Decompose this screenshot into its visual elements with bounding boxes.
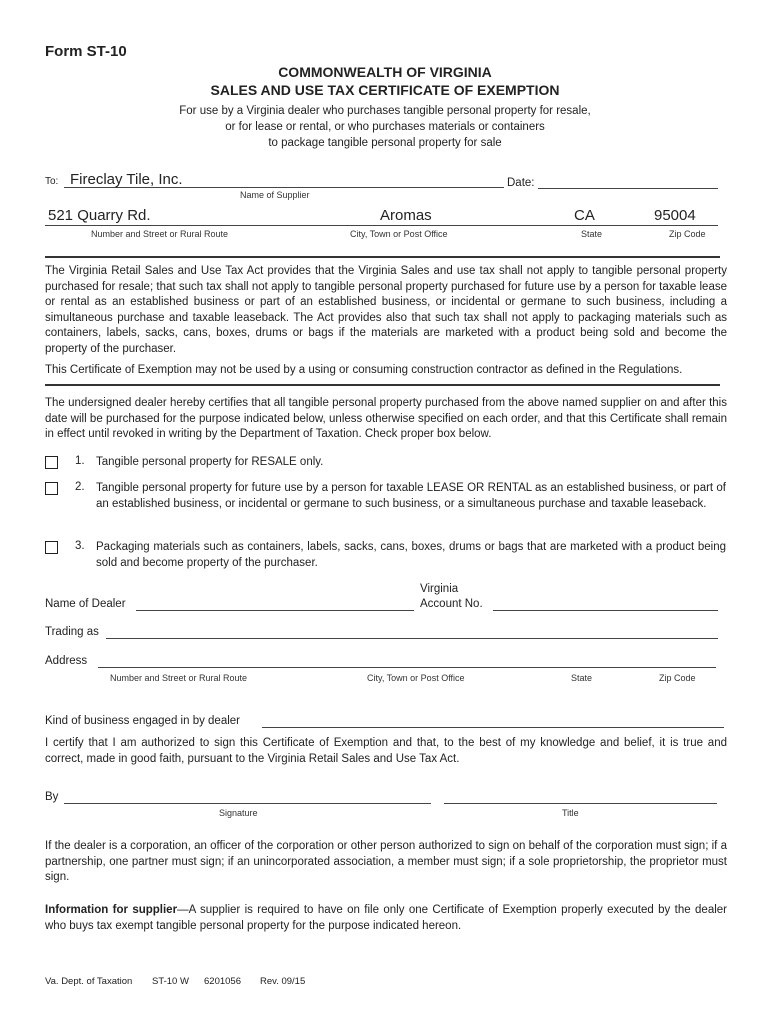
- supplier-info-heading: Information for supplier: [45, 904, 178, 916]
- supplier-zip-caption: Zip Code: [669, 229, 706, 239]
- form-title-line2: SALES AND USE TAX CERTIFICATE OF EXEMPTION: [210, 82, 560, 98]
- supplier-state-value[interactable]: CA: [574, 207, 595, 224]
- signature-caption: Signature: [219, 808, 258, 818]
- option-number: 3.: [75, 540, 85, 552]
- contractor-note: This Certificate of Exemption may not be used by a using or consuming construction contractor as defined in the Regulations.: [45, 364, 683, 376]
- to-label: To:: [45, 176, 59, 187]
- option-number: 2.: [75, 481, 85, 493]
- dealer-zip-caption: Zip Code: [659, 673, 696, 683]
- section-divider: [45, 384, 720, 386]
- packaging-checkbox[interactable]: [45, 541, 58, 554]
- dealer-state-caption: State: [571, 673, 593, 683]
- date-field[interactable]: [538, 174, 718, 189]
- trading-as-label: Trading as: [45, 626, 99, 638]
- supplier-city-value[interactable]: Aromas: [380, 207, 432, 224]
- supplier-name-value[interactable]: Fireclay Tile, Inc.: [70, 171, 183, 188]
- signer-certification: I certify that I am authorized to sign this Certificate of Exemption and that, to the best of my knowledge and belief, it is true and correct, made in good faith, pursuant to the Virginia Retail Sales and Use Tax Act.: [45, 737, 727, 765]
- certify-paragraph: The undersigned dealer hereby certifies that all tangible personal property purchased from the above named supplier on and after this date will be purchased for the purpose indicated below, unless otherwise specified on each order, and that this Certificate shall remain in effect until revoked in writing by the Department of Taxation. Check proper box below.: [45, 397, 727, 441]
- account-label-line2: Account No.: [420, 598, 483, 610]
- business-kind-label: Kind of business engaged in by dealer: [45, 715, 241, 727]
- supplier-info-text: —A supplier is required to have on file only one Certificate of Exemption properly executed by the dealer who buys tax exempt tangible personal property for the purpose indicated hereon.: [45, 904, 727, 932]
- form-subtitle-line1: For use by a Virginia dealer who purchases tangible personal property for resale,: [179, 105, 591, 117]
- lease-rental-checkbox[interactable]: [45, 482, 58, 495]
- address-label: Address: [45, 655, 88, 667]
- supplier-state-caption: State: [581, 229, 603, 239]
- resale-checkbox[interactable]: [45, 456, 58, 469]
- form-title-line1: COMMONWEALTH OF VIRGINIA: [278, 64, 492, 80]
- footer-doc-number: 6201056: [204, 976, 241, 987]
- option-lease-rental-text: Tangible personal property for future use by a person for taxable LEASE OR RENTAL as an established business, or part of an established business, or incidental or germane to such business, or a simultaneous purchase and taxable leaseback.: [96, 482, 726, 510]
- signature-field[interactable]: [64, 789, 431, 804]
- supplier-city-caption: City, Town or Post Office: [350, 229, 448, 239]
- dealer-address-field[interactable]: [98, 653, 716, 668]
- supplier-name-caption: Name of Supplier: [240, 190, 310, 200]
- trading-as-field[interactable]: [106, 624, 718, 639]
- option-resale-text: Tangible personal property for RESALE only.: [96, 456, 324, 468]
- footer-form-code: ST-10 W: [152, 976, 189, 987]
- dealer-name-field[interactable]: [136, 596, 414, 611]
- dealer-city-caption: City, Town or Post Office: [367, 673, 465, 683]
- dealer-street-caption: Number and Street or Rural Route: [110, 673, 248, 683]
- supplier-street-value[interactable]: 521 Quarry Rd.: [48, 207, 151, 224]
- form-id: Form ST-10: [45, 43, 127, 60]
- supplier-address-line: [45, 225, 718, 226]
- supplier-zip-value[interactable]: 95004: [654, 207, 696, 224]
- supplier-information: [45, 903, 727, 934]
- signer-requirements: If the dealer is a corporation, an officer of the corporation or other person authorized to sign on behalf of the corporation must sign; if a partnership, one partner must sign; if an unincorporated association, a member must sign; if a sole proprietorship, the proprietor must sign.: [45, 840, 727, 884]
- title-caption: Title: [562, 808, 579, 818]
- account-number-field[interactable]: [493, 596, 718, 611]
- option-number: 1.: [75, 455, 85, 467]
- footer-dept: Va. Dept. of Taxation: [45, 976, 133, 987]
- section-divider: [45, 256, 720, 258]
- supplier-street-caption: Number and Street or Rural Route: [91, 229, 229, 239]
- title-field[interactable]: [444, 789, 717, 804]
- act-paragraph: The Virginia Retail Sales and Use Tax Act provides that the Virginia Sales and use tax shall not apply to tangible personal property purchased for resale; that such tax shall not apply to tangible personal property purchased for future use by a person for taxable lease or rental as an established business or part of an established business, or incidental or germane to such business, including a simultaneous purchase and taxable leaseback. The Act provides also that such tax shall not apply to packaging materials such as containers, labels, sacks, cans, boxes, drums or bags if the materials are marketed with a product being sold and become the property of the purchaser.: [45, 265, 727, 355]
- option-packaging-text: Packaging materials such as containers, labels, sacks, cans, boxes, drums or bags that are marketed with a product being sold and become property of the purchaser.: [96, 541, 726, 569]
- form-subtitle-line3: to package tangible personal property for sale: [268, 137, 502, 149]
- account-label-line1: Virginia: [420, 583, 459, 595]
- form-subtitle-line2: or for lease or rental, or who purchases materials or containers: [225, 121, 545, 133]
- by-label: By: [45, 791, 59, 803]
- date-label: Date:: [507, 177, 535, 189]
- dealer-name-label: Name of Dealer: [45, 598, 126, 610]
- footer-revision: Rev. 09/15: [260, 976, 306, 987]
- business-kind-field[interactable]: [262, 713, 724, 728]
